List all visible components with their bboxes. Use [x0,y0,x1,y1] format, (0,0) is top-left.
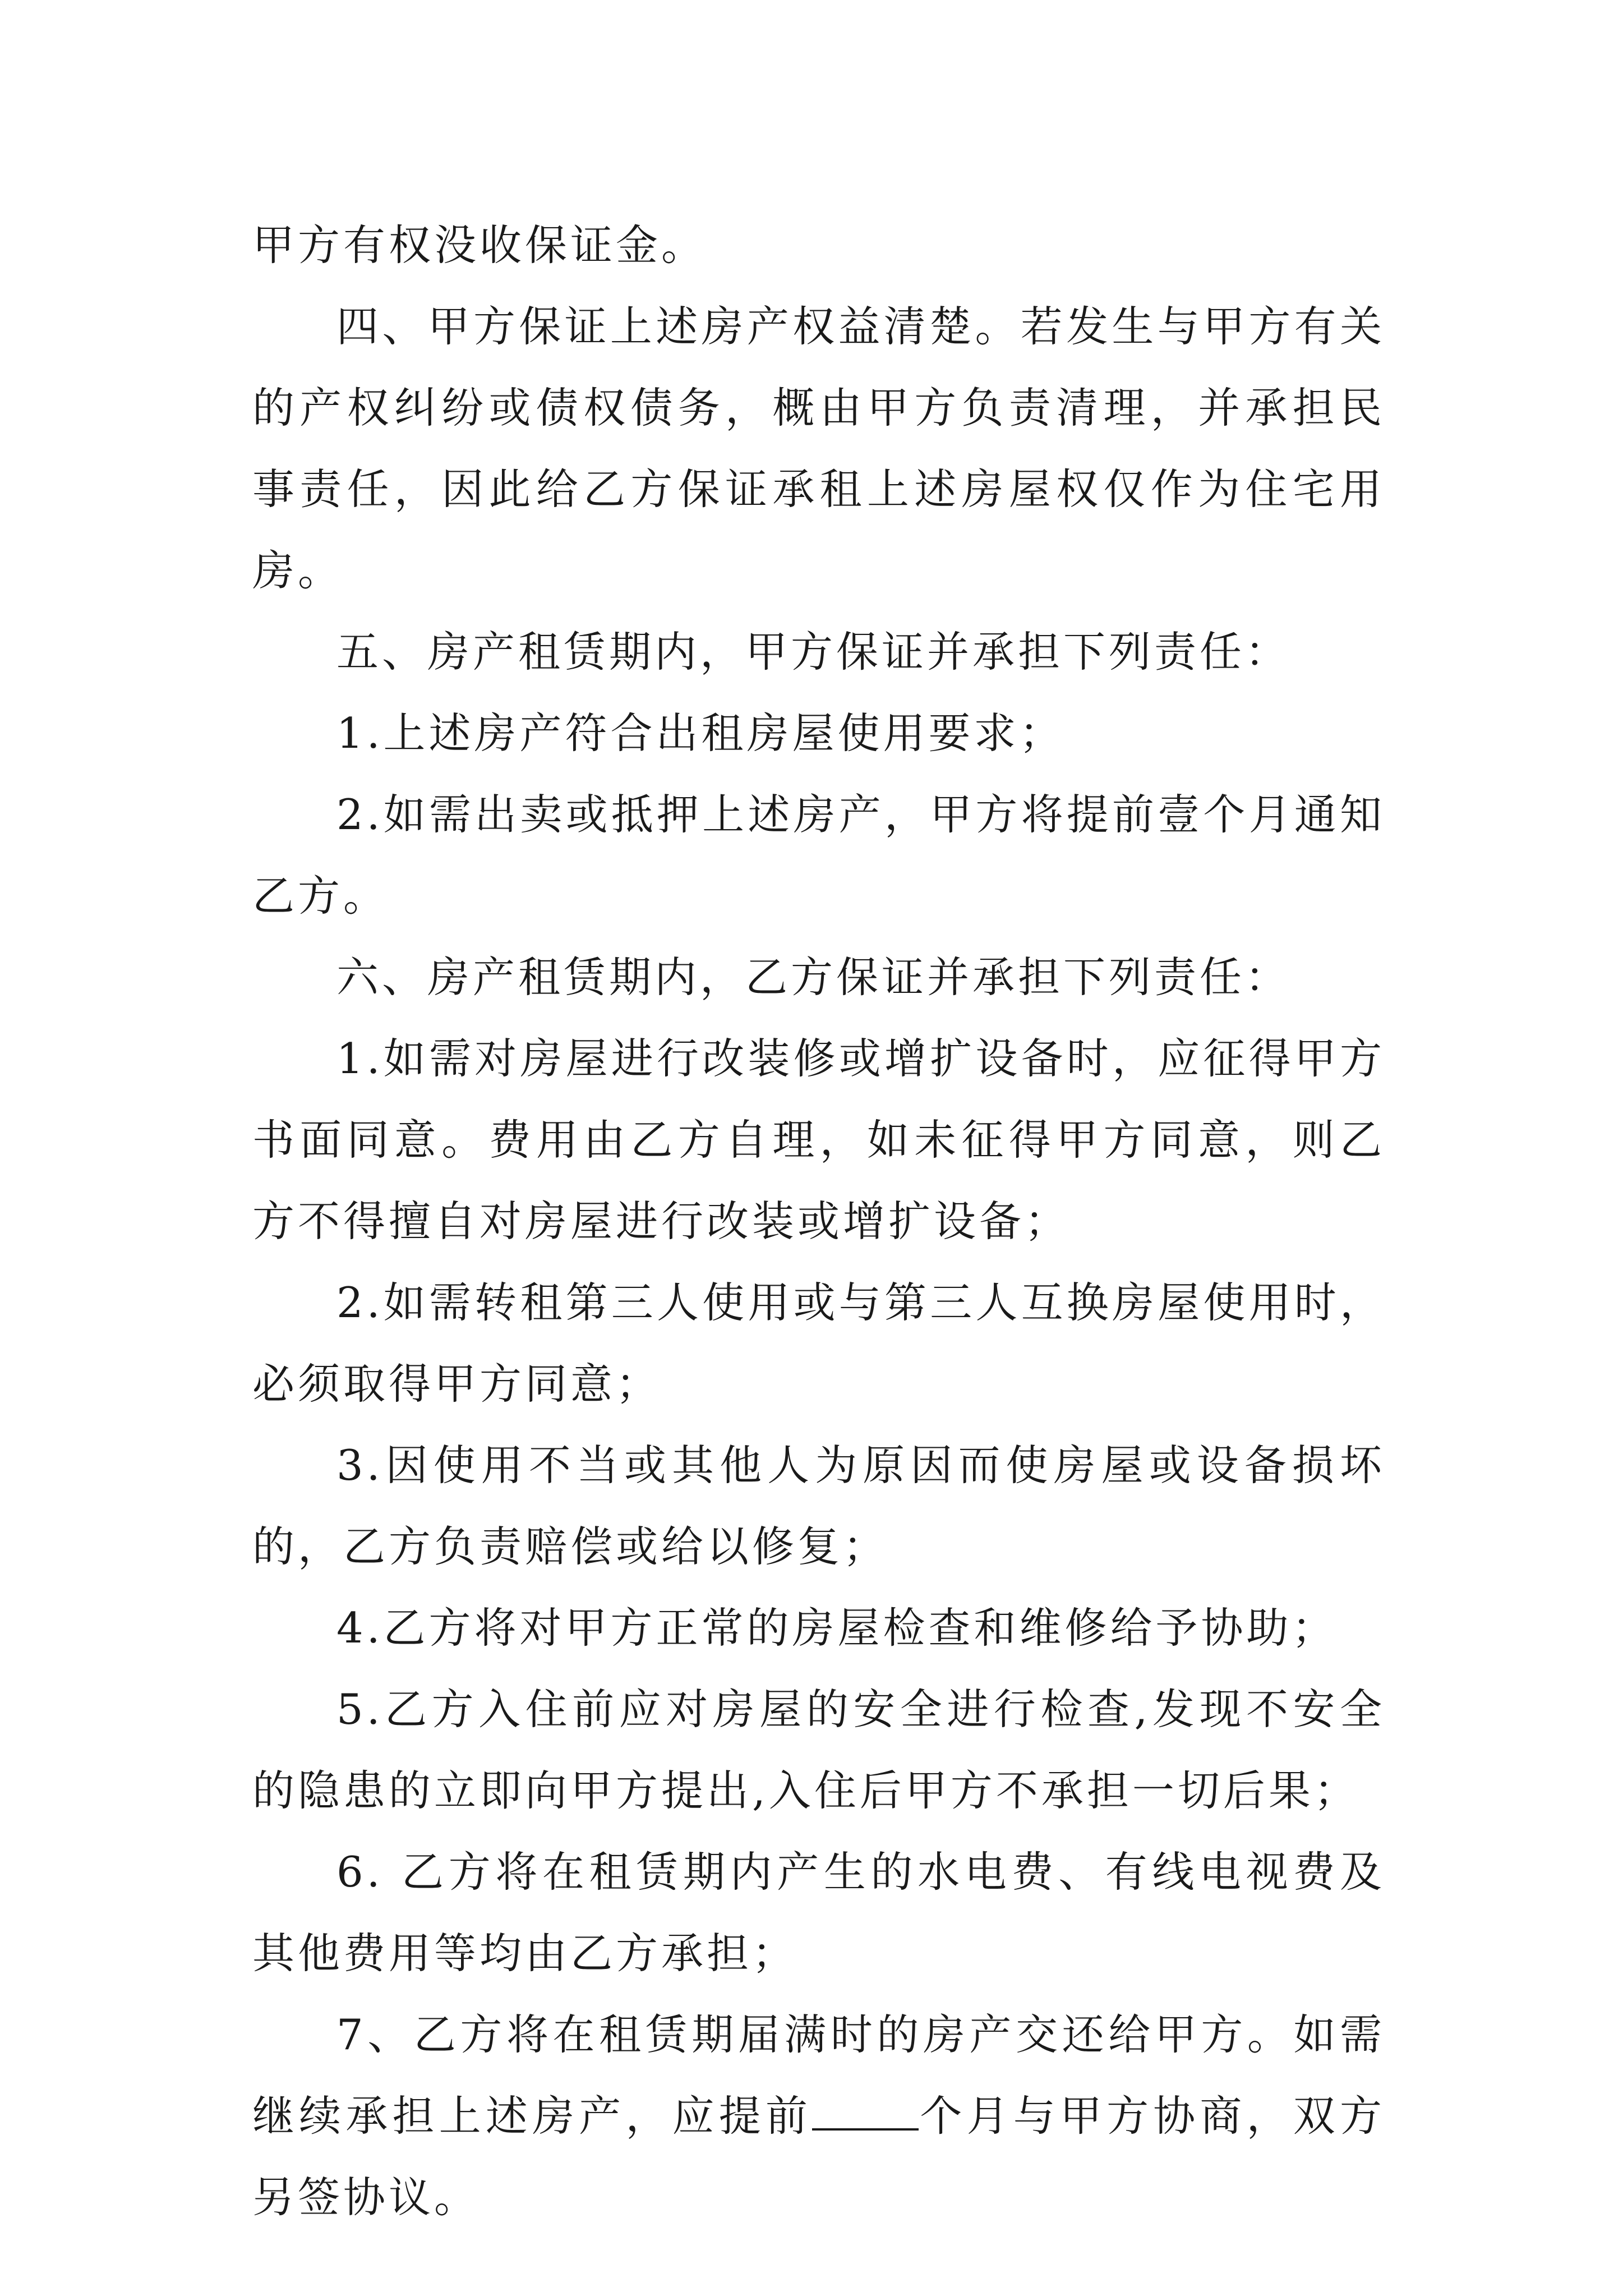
clause-six-item-3: 3.因使用不当或其他人为原因而使房屋或设备损坏的，乙方负责赔偿或给以修复； [252,1441,1385,1571]
clause-six-item-6: 6. 乙方将在租赁期内产生的水电费、有线电视费及其他费用等均由乙方承担； [252,1847,1385,1978]
clause-five-heading: 五、房产租赁期内，甲方保证并承担下列责任： [336,627,1291,677]
fill-in-blank-months [812,2095,919,2131]
document-body [252,205,1385,2238]
clause-six-item-5: 5.乙方入住前应对房屋的安全进行检查,发现不安全的隐患的立即向甲方提出,入住后甲方不承担一切后果； [252,1685,1385,1815]
clause-six-item-1: 1.如需对房屋进行改装修或增扩设备时，应征得甲方书面同意。费用由乙方自理，如未征得甲方同意，则乙方不得擅自对房屋进行改装或增扩设备； [252,1034,1385,1246]
clause-six-item-4: 4.乙方将对甲方正常的房屋检查和维修给予协助； [336,1603,1338,1653]
clause-six-item-7 [252,1994,1385,2238]
clause-six-item-2: 2.如需转租第三人使用或与第三人互换房屋使用时，必须取得甲方同意； [252,1278,1385,1409]
clause-four: 四、甲方保证上述房产权益清楚。若发生与甲方有关的产权纠纷或债权债务，概由甲方负责清理，并承担民事责任，因此给乙方保证承租上述房屋权仅作为住宅用房。 [252,302,1385,595]
clause-six-item-7-part-a: 7、乙方将在租赁期届满时的房产交还给甲方。如需继续承担上述房产，应提前 [252,2010,1385,2141]
clause-five-item-2: 2.如需出卖或抵押上述房产，甲方将提前壹个月通知乙方。 [252,790,1385,921]
clause-five-item-1: 1.上述房产符合出租房屋使用要求； [336,708,1065,758]
clause-six-heading: 六、房产租赁期内，乙方保证并承担下列责任： [336,953,1291,1002]
clause-six-item-7-part-b: 个月与甲方协商，双方另签协议。 [252,2091,1385,2222]
paragraph-continuation: 甲方有权没收保证金。 [252,220,707,270]
